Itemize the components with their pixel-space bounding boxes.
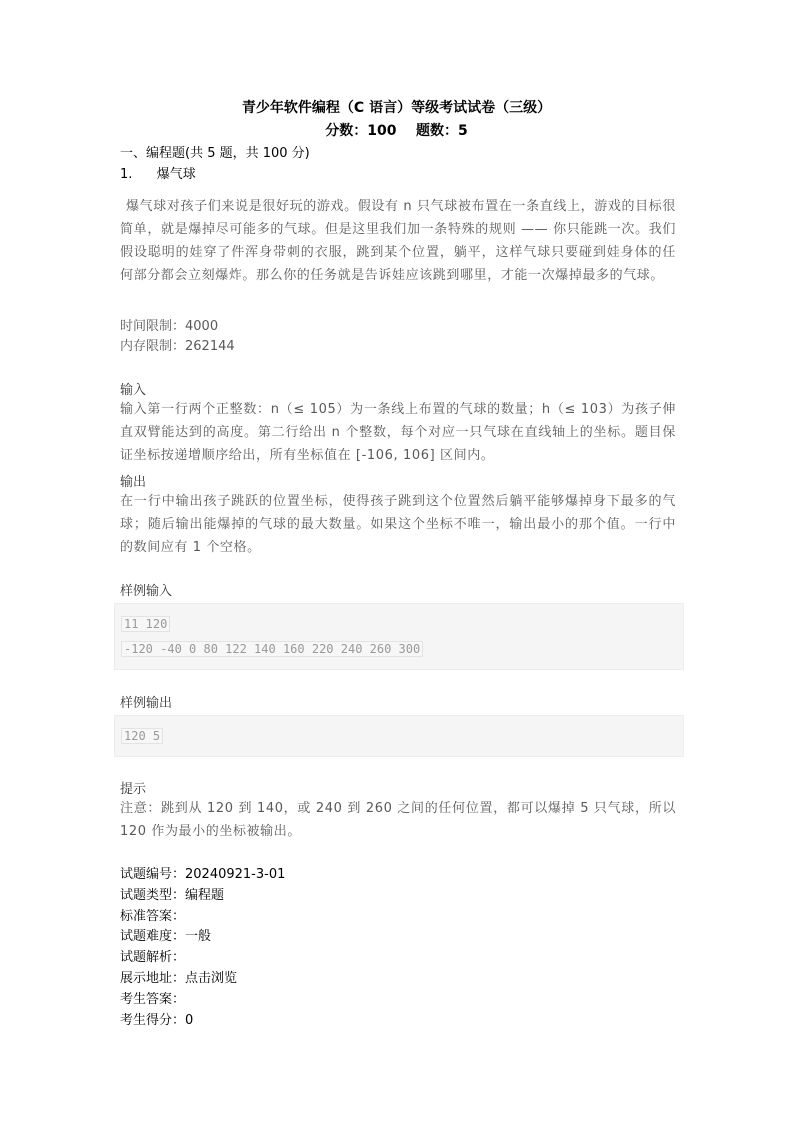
output-text: 在一行中输出孩子跳跃的位置坐标，使得孩子跳到这个位置然后躺平能够爆掉身下最多的气球；随后输出能爆掉的气球的最大数量。如果这个坐标不唯一，输出最小的那个值。一行中的数间应有 1 个空格。 [120,494,676,555]
page-subtitle: 分数：100 题数：5 [325,123,468,139]
page-title: 青少年软件编程（C 语言）等级考试试卷（三级） [241,100,552,116]
question-number: 1. [120,167,133,182]
sample-input-heading: 样例输入 [120,584,173,599]
time-limit: 时间限制：4000 [120,319,219,334]
output-heading: 输出 [120,475,147,490]
question-name: 爆气球 [156,167,196,182]
meta-score: 考生得分：0 [120,1013,194,1028]
sample-output-line: 120 5 [121,728,163,744]
question-header [120,163,196,182]
hint-heading: 提示 [120,782,147,797]
sample-input-box [114,603,684,670]
sample-input-line: 11 120 [121,616,170,632]
memory-limit: 内存限制：262144 [120,339,235,354]
meta-id: 试题编号：20240921-3-01 [120,867,286,882]
input-heading: 输入 [120,383,147,398]
meta-type: 试题类型：编程题 [120,888,225,903]
meta-answer: 标准答案： [120,909,186,924]
meta-display-link[interactable]: 展示地址：点击浏览 [120,971,238,986]
sample-output-heading: 样例输出 [120,696,173,711]
sample-output-box [114,715,684,757]
section-label: 一、编程题(共 5 题，共 100 分) [120,146,310,161]
hint-text: 注意：跳到从 120 到 140，或 240 到 260 之间的任何位置，都可以爆掉 5 只气球，所以 120 作为最小的坐标被输出。 [120,801,676,839]
meta-student-answer: 考生答案： [120,992,186,1007]
meta-difficulty: 试题难度：一般 [120,929,212,944]
input-text: 输入第一行两个正整数：n（≤ 105）为一条线上布置的气球的数量；h（≤ 103）为孩子伸直双臂能达到的高度。第二行给出 n 个整数，每个对应一只气球在直线轴上的坐标。题目保证坐标按递增顺序给出，所有坐标值在 [-106, 106] 区间内。 [120,402,676,463]
meta-analysis: 试题解析： [120,950,186,965]
sample-input-line: -120 -40 0 80 122 140 160 220 240 260 300 [121,641,423,657]
question-description: 爆气球对孩子们来说是很好玩的游戏。假设有 n 只气球被布置在一条直线上，游戏的目标很简单，就是爆掉尽可能多的气球。但是这里我们加一条特殊的规则 —— 你只能跳一次。我们假设聪明的娃穿了件浑身带刺的衣服，跳到某个位置，躺平，这样气球只要碰到娃身体的任何部分都会立刻爆炸。那么你的任务就是告诉娃应该跳到哪里，才能一次爆掉最多的气球。 [120,199,676,283]
